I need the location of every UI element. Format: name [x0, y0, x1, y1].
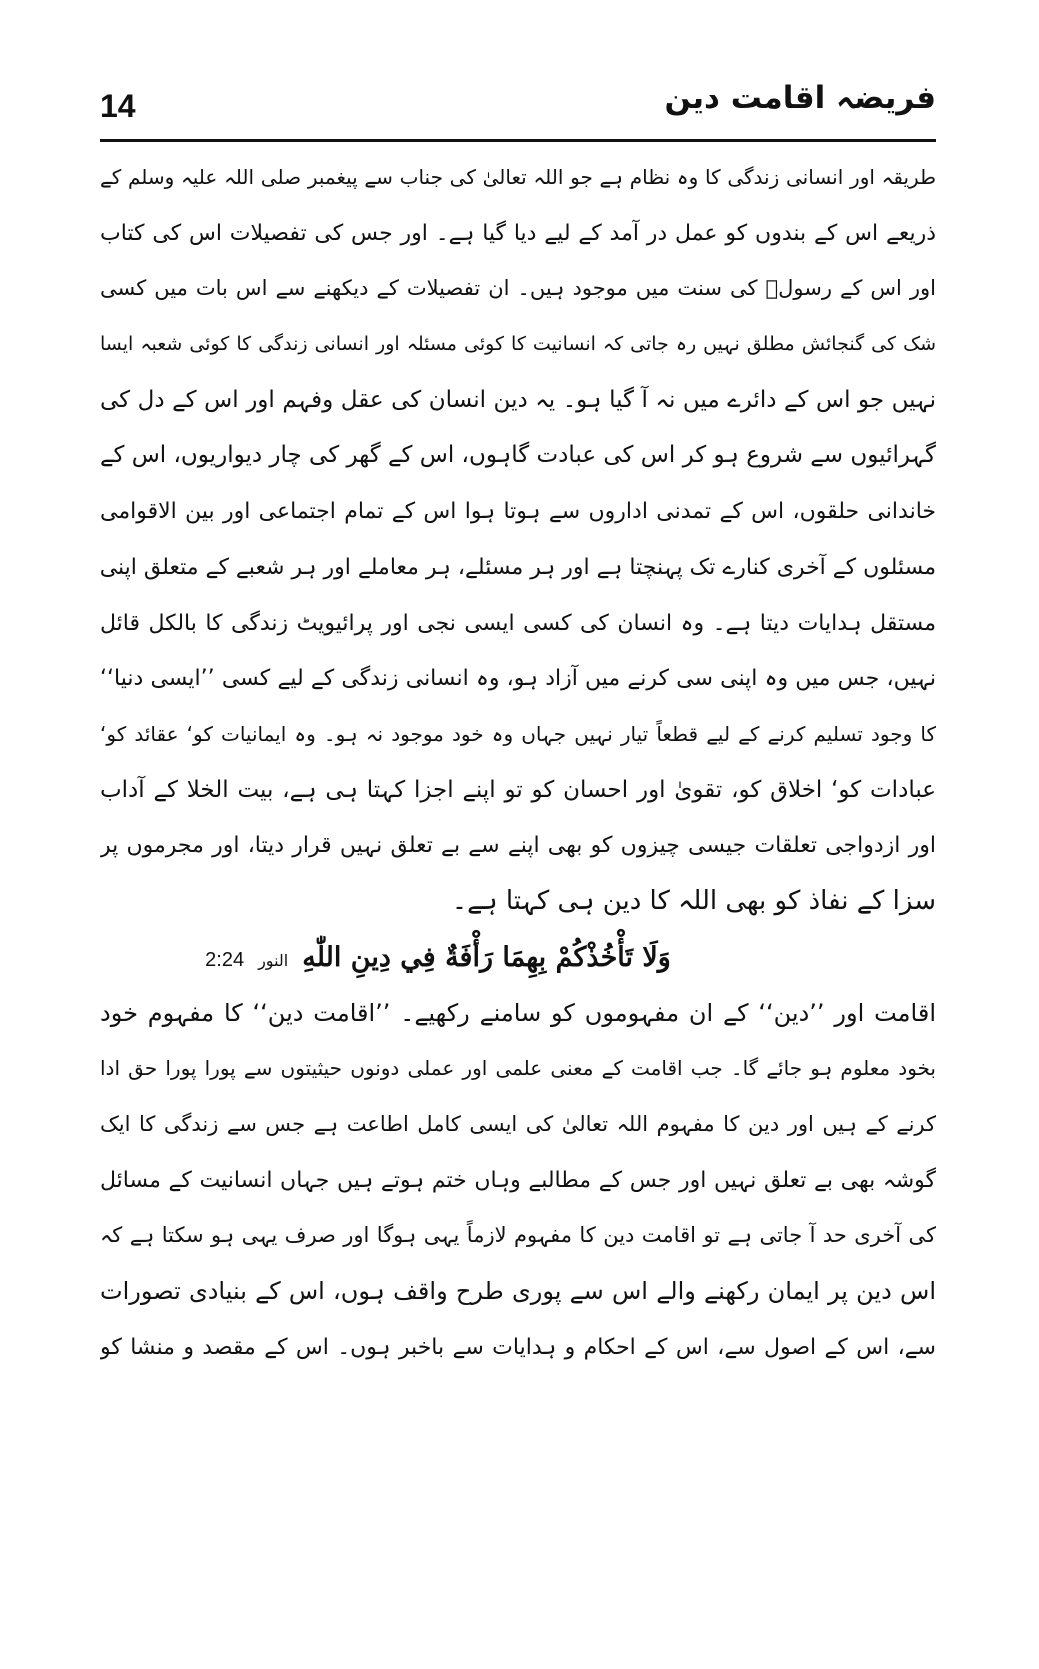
header-rule [100, 139, 936, 142]
text-line: شک کی گنجائش مطلق نہیں رہ جاتی کہ انسانیت کا کوئی مسئلہ اور انسانی زندگی کا کوئی شعبہ ایسا [100, 333, 936, 356]
text-line: اقامت اور ’’دین‘‘ کے ان مفہوموں کو سامنے رکھیے۔ ’’اقامت دین‘‘ کا مفہوم خود [100, 998, 936, 1027]
quran-quote [100, 930, 936, 986]
text-line: اور اس کے رسولؐ کی سنت میں موجود ہیں۔ ان تفصیلات کے دیکھنے سے اس بات میں کسی [100, 276, 936, 301]
text-line: نہیں جو اس کے دائرے میں نہ آ گیا ہو۔ یہ دین انسان کی عقل وفہم اور اس کے دل کی [100, 386, 936, 413]
quote-reference: 2:24 [205, 948, 245, 971]
running-title: فریضہ اقامت دین [664, 80, 936, 116]
text-line: کرنے کے ہیں اور دین کا مفہوم اللہ تعالیٰ کی ایسی کامل اطاعت ہے جس سے زندگی کا ایک [100, 1112, 936, 1136]
text-line: سزا کے نفاذ کو بھی اللہ کا دین ہی کہتا ہے۔ [451, 885, 936, 916]
page-number: 14 [100, 88, 136, 124]
text-line: خاندانی حلقوں، اس کے تمدنی اداروں سے ہوتا ہوا اس کے تمام اجتماعی اور بین الاقوامی [100, 499, 936, 525]
body-text [100, 150, 936, 1375]
text-line: کا وجود تسلیم کرنے کے لیے قطعاً تیار نہیں جہاں وہ خود موجود نہ ہو۔ وہ ایمانیات کو‘ عقائد کو‘ [100, 721, 936, 746]
text-line: کی آخری حد آ جاتی ہے تو اقامت دین کا مفہوم لازماً یہی ہوگا اور صرف یہی ہو سکتا ہے کہ [100, 1223, 936, 1248]
text-line: مستقل ہدایات دیتا ہے۔ وہ انسان کی کسی ایسی نجی اور پرائیویٹ زندگی کا بالکل قائل [100, 610, 936, 636]
text-line: نہیں، جس میں وہ اپنی سی کرنے میں آزاد ہو، وہ انسانی زندگی کے لیے کسی ’’ایسی دنیا‘‘ [100, 666, 936, 692]
text-line: مسئلوں کے آخری کنارے تک پہنچتا ہے اور ہر مسئلے، ہر معاملے اور ہر شعبے کے متعلق اپنی [100, 554, 936, 580]
text-line: عبادات کو‘ اخلاق کو، تقویٰ اور احسان کو تو اپنے اجزا کہتا ہی ہے، بیت الخلا کے آداب [100, 776, 936, 803]
text-line: اس دین پر ایمان رکھنے والے اس سے پوری طرح واقف ہوں، اس کے بنیادی تصورات [100, 1277, 936, 1306]
text-line: سے، اس کے اصول سے، اس کے احکام و ہدایات سے باخبر ہوں۔ اس کے مقصد و منشا کو [100, 1334, 936, 1360]
text-line: طریقہ اور انسانی زندگی کا وہ نظام ہے جو اللہ تعالیٰ کی جناب سے پیغمبر صلی اللہ علیہ وسلم کے [100, 165, 936, 189]
quote-arabic-text: وَلَا تَأْخُذْكُمْ بِهِمَا رَأْفَةٌ فِي دِينِ اللّٰهِ [302, 941, 671, 973]
text-line: بخود معلوم ہو جائے گا۔ جب اقامت کے معنی علمی اور عملی دونوں حیثیتوں سے پورا پورا حق ادا [100, 1056, 936, 1081]
text-line: اور ازدواجی تعلقات جیسی چیزوں کو بھی اپنے سے بے تعلق نہیں قرار دیتا، اور مجرموں پر [100, 833, 936, 859]
text-line: ذریعے اس کے بندوں کو عمل در آمد کے لیے دیا گیا ہے۔ اور جس کی تفصیلات اس کی کتاب [100, 220, 936, 246]
page-header [100, 70, 936, 140]
quote-surah-name: النور [258, 950, 289, 970]
text-line: گہرائیوں سے شروع ہو کر اس کی عبادت گاہوں، اس کے گھر کی چار دیواریوں، اس کے [100, 442, 936, 469]
text-line: گوشہ بھی بے تعلق نہیں اور جس کے مطالبے وہاں ختم ہوتے ہیں جہاں انسانیت کے مسائل [100, 1167, 936, 1193]
